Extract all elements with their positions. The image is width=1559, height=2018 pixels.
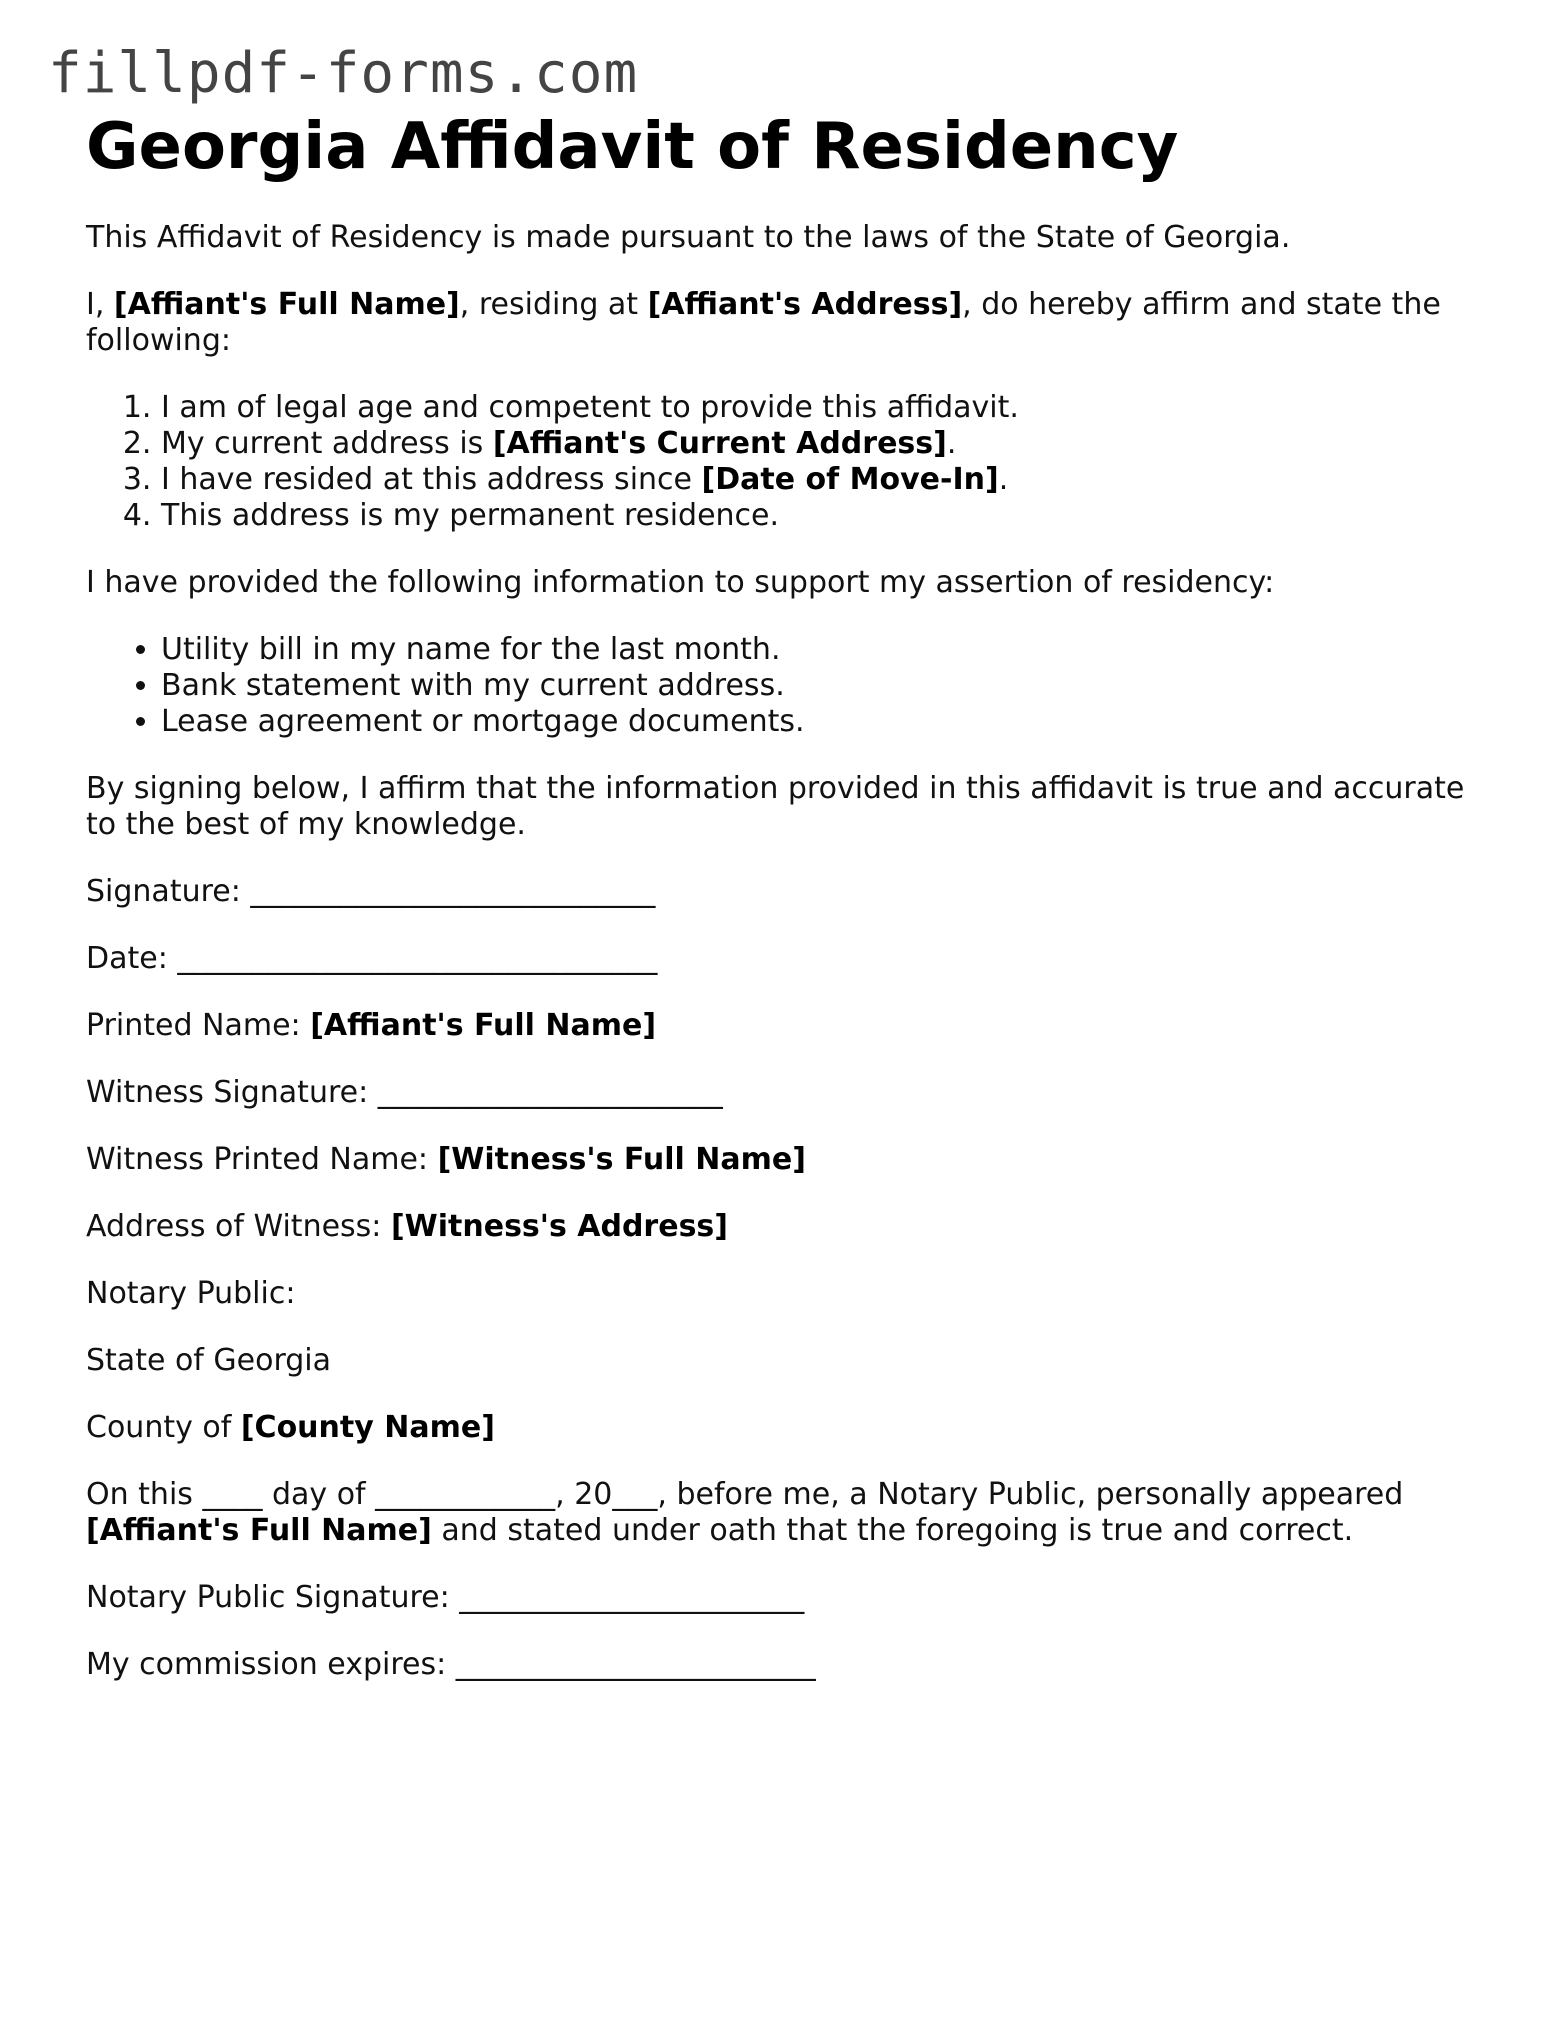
affirm-middle: , residing at bbox=[459, 287, 648, 323]
printed-name-placeholder: [Affiant's Full Name] bbox=[310, 1008, 657, 1044]
move-in-date-placeholder: [Date of Move-In] bbox=[701, 462, 999, 498]
statement-item: 1. I am of legal age and competent to provide this affidavit. bbox=[161, 390, 1486, 426]
witness-name-placeholder: [Witness's Full Name] bbox=[437, 1142, 806, 1178]
statement-text: I have resided at this address since bbox=[161, 462, 702, 498]
affiant-name-placeholder: [Affiant's Full Name] bbox=[113, 287, 460, 323]
statement-item: 4. This address is my permanent residence. bbox=[161, 498, 1486, 534]
state-line: State of Georgia bbox=[86, 1343, 332, 1379]
county-placeholder: [County Name] bbox=[240, 1410, 495, 1446]
documents-list bbox=[86, 632, 1486, 740]
oath-paragraph bbox=[86, 1477, 1486, 1549]
statement-item bbox=[161, 426, 1486, 462]
statement-punct: . bbox=[998, 462, 1009, 498]
notary-signature-label: Notary Public Signature: bbox=[86, 1580, 460, 1616]
commission-label: My commission expires: bbox=[86, 1647, 456, 1683]
county-label: County of bbox=[86, 1410, 241, 1446]
witness-address-label: Address of Witness: bbox=[86, 1209, 391, 1245]
signature-line bbox=[86, 874, 1486, 910]
oath-text-end: and stated under oath that the foregoing is true and correct. bbox=[431, 1513, 1354, 1549]
signature-label: Signature: bbox=[86, 874, 251, 910]
notary-heading: Notary Public: bbox=[86, 1276, 296, 1312]
signature-blank[interactable]: ___________________________ bbox=[250, 874, 656, 910]
statement-item bbox=[161, 462, 1486, 498]
witness-signature-line bbox=[86, 1075, 1486, 1111]
watermark: fillpdf-forms.com bbox=[48, 41, 639, 106]
affiant-address-placeholder: [Affiant's Address] bbox=[647, 287, 963, 323]
affirmation-paragraph bbox=[86, 287, 1486, 359]
oath-text: On this ____ day of ____________, 20___, before me, a Notary Public, personally appeared bbox=[86, 1477, 1404, 1513]
support-intro: I have provided the following information to support my assertion of residency: bbox=[86, 565, 1275, 601]
affidavit-document bbox=[86, 112, 1486, 1714]
intro-paragraph: This Affidavit of Residency is made pursuant to the laws of the State of Georgia. bbox=[86, 220, 1291, 256]
oath-affiant-placeholder: [Affiant's Full Name] bbox=[86, 1513, 432, 1549]
commission-line bbox=[86, 1647, 1486, 1683]
affirm-prefix: I, bbox=[86, 287, 114, 323]
current-address-placeholder: [Affiant's Current Address] bbox=[492, 426, 947, 462]
county-line bbox=[86, 1410, 1486, 1446]
commission-blank[interactable]: ________________________ bbox=[455, 1647, 816, 1683]
witness-address-placeholder: [Witness's Address] bbox=[390, 1209, 728, 1245]
date-line bbox=[86, 941, 1486, 977]
statements-list bbox=[86, 390, 1486, 534]
attestation-paragraph: By signing below, I affirm that the information provided in this affidavit is true and accurate to the best of my knowledge. bbox=[86, 771, 1465, 843]
statement-punct: . bbox=[946, 426, 957, 462]
page-title: Georgia Affidavit of Residency bbox=[86, 110, 1179, 184]
witness-signature-label: Witness Signature: bbox=[86, 1075, 378, 1111]
document-item: • Bank statement with my current address. bbox=[161, 668, 1486, 704]
document-item: • Utility bill in my name for the last month. bbox=[161, 632, 1486, 668]
affirm-suffix: , do hereby affirm and state the following: bbox=[86, 287, 1441, 359]
notary-signature-blank[interactable]: _______________________ bbox=[459, 1580, 805, 1616]
statement-text: My current address is bbox=[161, 426, 493, 462]
witness-name-label: Witness Printed Name: bbox=[86, 1142, 438, 1178]
printed-name-line bbox=[86, 1008, 1486, 1044]
witness-name-line bbox=[86, 1142, 1486, 1178]
notary-signature-line bbox=[86, 1580, 1486, 1616]
printed-name-label: Printed Name: bbox=[86, 1008, 311, 1044]
date-blank[interactable]: ________________________________ bbox=[177, 941, 658, 977]
witness-address-line bbox=[86, 1209, 1486, 1245]
witness-signature-blank[interactable]: _______________________ bbox=[377, 1075, 723, 1111]
document-item: • Lease agreement or mortgage documents. bbox=[161, 704, 1486, 740]
date-label: Date: bbox=[86, 941, 178, 977]
